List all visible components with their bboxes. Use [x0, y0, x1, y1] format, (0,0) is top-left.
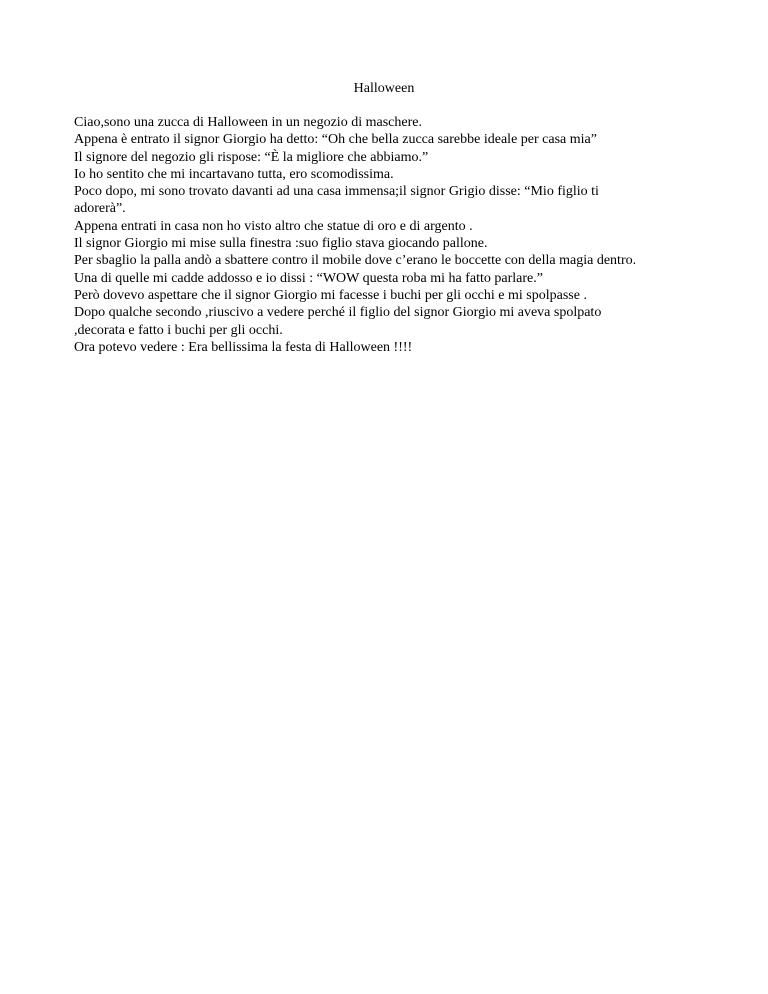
body-line: Però dovevo aspettare che il signor Giorgio mi facesse i buchi per gli occhi e mi spolpasse .	[74, 287, 587, 303]
body-line: Il signor Giorgio mi mise sulla finestra :suo figlio stava giocando pallone.	[74, 236, 488, 252]
document-title: Halloween	[353, 81, 415, 96]
document-body	[74, 114, 714, 356]
body-line: adorerà”.	[74, 201, 126, 217]
body-line: Appena è entrato il signor Giorgio ha detto: “Oh che bella zucca sarebbe ideale per casa mia”	[74, 132, 597, 148]
body-line: Dopo qualche secondo ,riuscivo a vedere perché il figlio del signor Giorgio mi aveva spolpato	[74, 305, 602, 321]
body-line: Il signore del negozio gli rispose: “È la migliore che abbiamo.”	[74, 149, 429, 165]
body-line: Poco dopo, mi sono trovato davanti ad una casa immensa;il signor Grigio disse: “Mio figlio ti	[74, 184, 599, 200]
body-line: Io ho sentito che mi incartavano tutta, ero scomodissima.	[74, 166, 394, 182]
body-line: Una di quelle mi cadde addosso e io dissi : “WOW questa roba mi ha fatto parlare.”	[74, 270, 543, 286]
body-line: Per sbaglio la palla andò a sbattere contro il mobile dove c’erano le boccette con della magia dentro.	[74, 253, 637, 269]
body-line: Ora potevo vedere : Era bellissima la festa di Halloween !!!!	[74, 339, 413, 355]
body-line: Appena entrati in casa non ho visto altro che statue di oro e di argento .	[74, 218, 473, 234]
body-line: ,decorata e fatto i buchi per gli occhi.	[74, 322, 283, 338]
body-line: Ciao,sono una zucca di Halloween in un negozio di maschere.	[74, 115, 422, 130]
